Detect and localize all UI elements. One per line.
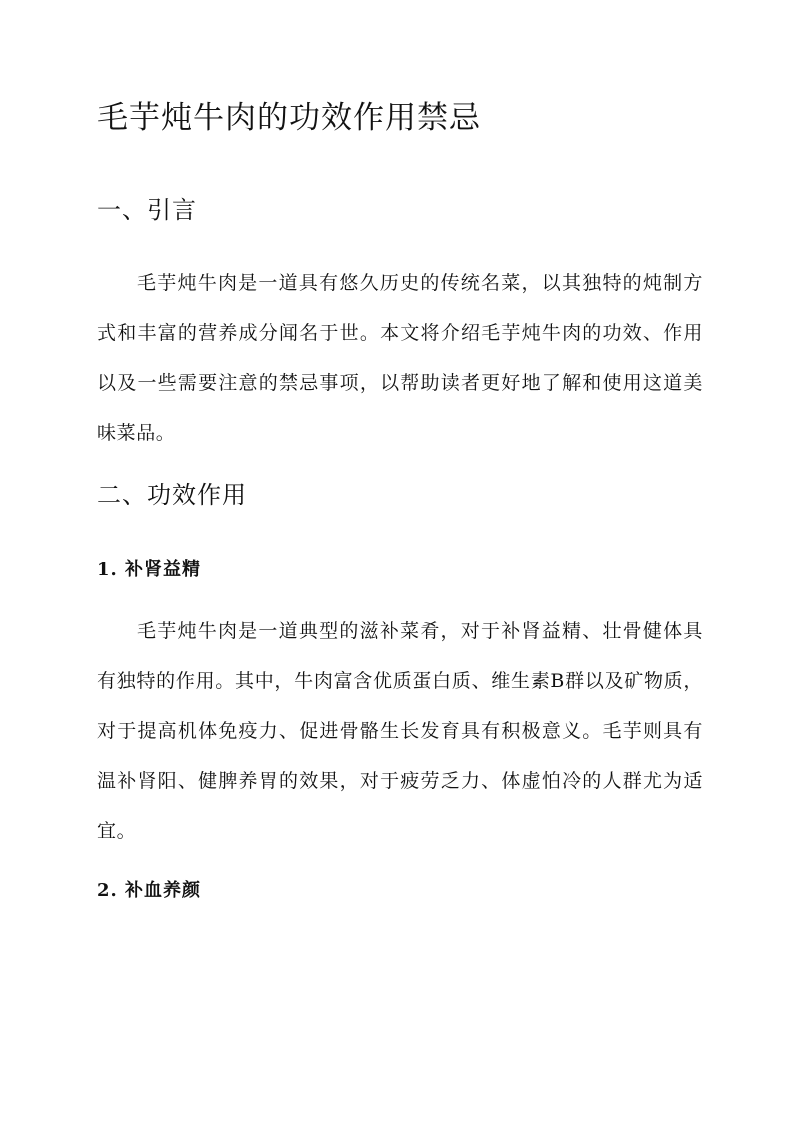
- section-heading-introduction: 一、引言: [97, 196, 197, 224]
- document-title: 毛芋炖牛肉的功效作用禁忌: [97, 100, 481, 136]
- subsection-heading-kidney: 1. 补肾益精: [97, 559, 202, 580]
- section-heading-effects: 二、功效作用: [97, 481, 247, 509]
- subsection-heading-blood: 2. 补血养颜: [97, 880, 202, 901]
- introduction-paragraph: 毛芋炖牛肉是一道具有悠久历史的传统名菜，以其独特的炖制方式和丰富的营养成分闻名于世。本文将介绍毛芋炖牛肉的功效、作用以及一些需要注意的禁忌事项，以帮助读者更好地了解和使用这道美味菜品。: [97, 272, 703, 444]
- kidney-paragraph: 毛芋炖牛肉是一道典型的滋补菜肴，对于补肾益精、壮骨健体具有独特的作用。其中，牛肉富含优质蛋白质、维生素B群以及矿物质，对于提高机体免疫力、促进骨骼生长发育具有积极意义。毛芋则具有温补肾阳、健脾养胃的效果，对于疲劳乏力、体虚怕冷的人群尤为适宜。: [97, 620, 703, 842]
